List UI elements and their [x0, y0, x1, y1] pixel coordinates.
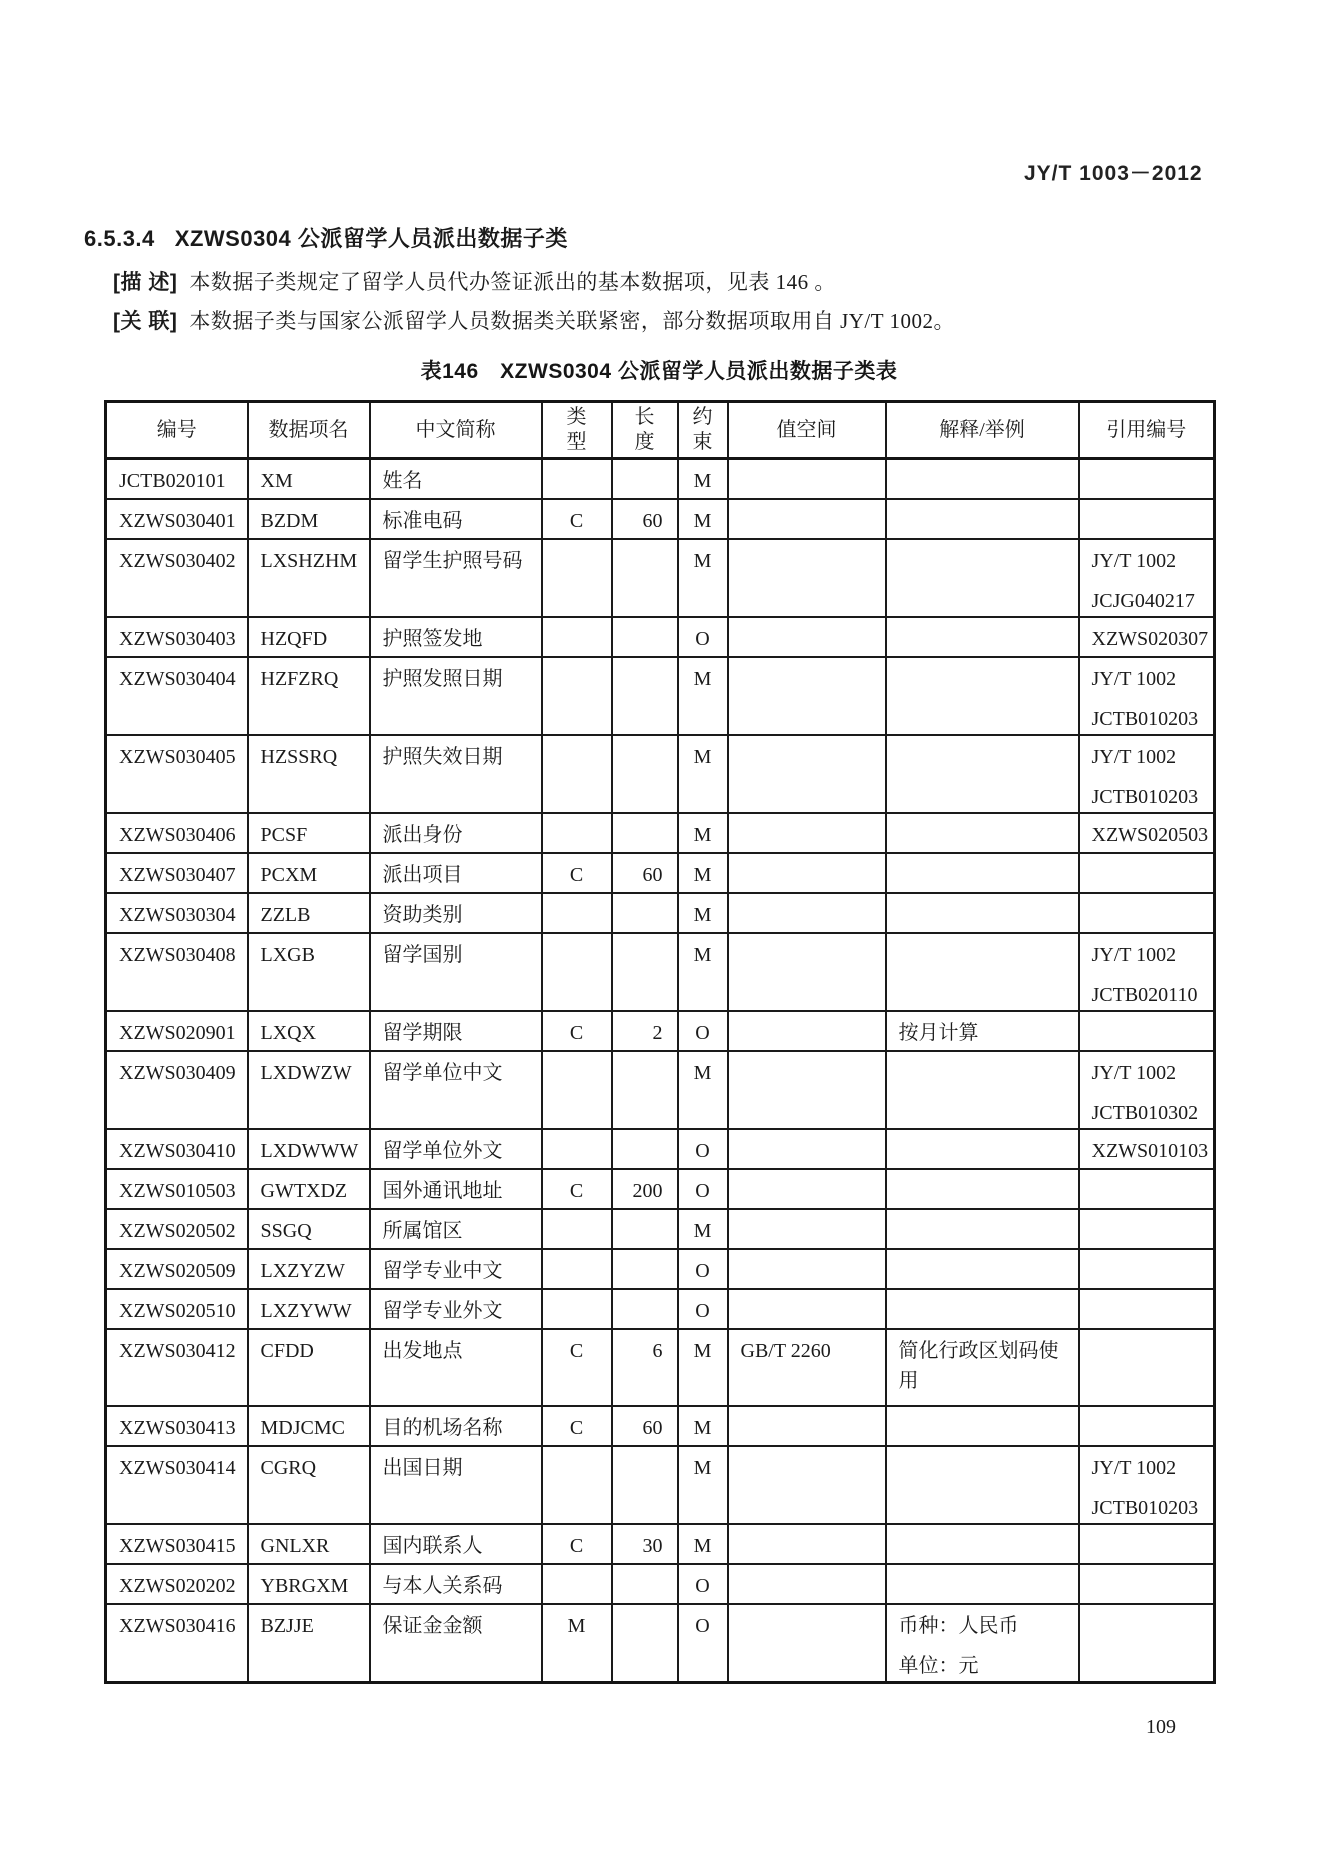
cell-length: 60: [612, 853, 678, 893]
cell-value_space: [728, 1604, 886, 1683]
cell-reference: [1079, 1604, 1215, 1683]
cell-item_name: YBRGXM: [248, 1564, 370, 1604]
cell-cn_name: 目的机场名称: [370, 1406, 542, 1446]
cell-reference: [1079, 1289, 1215, 1329]
table-row: [106, 1604, 1215, 1683]
cell-line: JY/T 1002: [1091, 667, 1177, 690]
cell-value_space: GB/T 2260: [728, 1329, 886, 1406]
header-cell: [886, 402, 1079, 459]
cell-value_space: [728, 735, 886, 813]
cell-code: XZWS030407: [106, 853, 248, 893]
cell-type: C: [542, 1524, 612, 1564]
cell-cn_name: 国外通讯地址: [370, 1169, 542, 1209]
cell-constraint: O: [678, 1604, 728, 1683]
description-text: 本数据子类规定了留学人员代办签证派出的基本数据项，见表 146 。: [189, 270, 836, 294]
cell-constraint: O: [678, 1564, 728, 1604]
cell-value_space: [728, 1011, 886, 1051]
cell-reference: [1079, 1051, 1215, 1129]
cell-line: JCTB020110: [1091, 983, 1198, 1006]
cell-constraint: M: [678, 657, 728, 735]
table-row: [106, 539, 1215, 617]
header-cell: [248, 402, 370, 459]
cell-line: 单位：元: [898, 1654, 979, 1677]
cell-line: JCTB010203: [1091, 1496, 1199, 1519]
cell-line: JY/T 1002: [1091, 745, 1177, 768]
cell-code: XZWS020202: [106, 1564, 248, 1604]
cell-cn_name: 留学专业外文: [370, 1289, 542, 1329]
cell-type: M: [542, 1604, 612, 1683]
cell-reference: [1079, 1524, 1215, 1564]
cell-value_space: [728, 1169, 886, 1209]
cell-explanation: [886, 813, 1079, 853]
cell-type: [542, 1129, 612, 1169]
table-row: [106, 1289, 1215, 1329]
header-cell-line: 编号: [156, 418, 197, 441]
cell-value_space: [728, 1564, 886, 1604]
cell-length: [612, 1446, 678, 1524]
header-cell: [106, 402, 248, 459]
cell-cn_name: 留学单位外文: [370, 1129, 542, 1169]
cell-constraint: M: [678, 853, 728, 893]
cell-explanation: [886, 1169, 1079, 1209]
cell-item_name: LXDWZW: [248, 1051, 370, 1129]
header-cell-line: 数据项名: [268, 418, 349, 441]
cell-value_space: [728, 853, 886, 893]
cell-reference: [1079, 1169, 1215, 1209]
cell-length: 30: [612, 1524, 678, 1564]
header-cell: [1079, 402, 1215, 459]
cell-code: XZWS030402: [106, 539, 248, 617]
header-cell-line: 度: [634, 431, 655, 453]
cell-explanation: [886, 617, 1079, 657]
cell-code: XZWS030406: [106, 813, 248, 853]
cell-reference: [1079, 1329, 1215, 1406]
cell-explanation: [886, 893, 1079, 933]
cell-type: [542, 539, 612, 617]
cell-line: JY/T 1002: [1091, 943, 1177, 966]
cell-type: [542, 1051, 612, 1129]
cell-item_name: LXSHZHM: [248, 539, 370, 617]
cell-item_name: GNLXR: [248, 1524, 370, 1564]
cell-reference: [1079, 813, 1215, 853]
cell-line: JCTB010203: [1091, 707, 1199, 730]
relation-paragraph: [113, 305, 1263, 335]
cell-type: [542, 1249, 612, 1289]
cell-reference: [1079, 617, 1215, 657]
cell-cn_name: 护照发照日期: [370, 657, 542, 735]
cell-cn_name: 国内联系人: [370, 1524, 542, 1564]
cell-code: XZWS030304: [106, 893, 248, 933]
cell-cn_name: 与本人关系码: [370, 1564, 542, 1604]
cell-cn_name: 保证金金额: [370, 1604, 542, 1683]
relation-text: 本数据子类与国家公派留学人员数据类关联紧密，部分数据项取用自 JY/T 1002。: [189, 309, 955, 333]
cell-value_space: [728, 1249, 886, 1289]
cell-explanation: [886, 1564, 1079, 1604]
header-cell-line: 类: [566, 406, 587, 428]
cell-constraint: M: [678, 735, 728, 813]
cell-cn_name: 派出项目: [370, 853, 542, 893]
header-cell-line: 型: [566, 431, 587, 453]
cell-explanation: [886, 1329, 1079, 1406]
cell-explanation: [886, 1406, 1079, 1446]
cell-length: [612, 1051, 678, 1129]
cell-item_name: XM: [248, 459, 370, 499]
cell-length: 2: [612, 1011, 678, 1051]
table-row: [106, 1209, 1215, 1249]
cell-length: 200: [612, 1169, 678, 1209]
cell-value_space: [728, 893, 886, 933]
cell-code: XZWS030414: [106, 1446, 248, 1524]
data-table: [104, 400, 1216, 1684]
cell-length: [612, 539, 678, 617]
description-paragraph: [113, 266, 1263, 296]
cell-type: C: [542, 1406, 612, 1446]
cell-explanation: [886, 1051, 1079, 1129]
cell-constraint: M: [678, 893, 728, 933]
table-row: [106, 1249, 1215, 1289]
cell-length: [612, 1249, 678, 1289]
cell-line: 简化行政区划码使用: [898, 1339, 1059, 1392]
relation-label: [关 联]: [113, 310, 178, 333]
cell-item_name: SSGQ: [248, 1209, 370, 1249]
cell-value_space: [728, 1406, 886, 1446]
cell-reference: [1079, 893, 1215, 933]
cell-reference: [1079, 1011, 1215, 1051]
cell-constraint: M: [678, 539, 728, 617]
cell-type: C: [542, 1011, 612, 1051]
cell-explanation: [886, 1249, 1079, 1289]
cell-cn_name: 所属馆区: [370, 1209, 542, 1249]
cell-value_space: [728, 933, 886, 1011]
cell-length: [612, 1604, 678, 1683]
cell-constraint: M: [678, 459, 728, 499]
header-cell-line: 值空间: [776, 418, 837, 441]
cell-value_space: [728, 1289, 886, 1329]
cell-constraint: O: [678, 617, 728, 657]
table-row: [106, 735, 1215, 813]
cell-constraint: M: [678, 933, 728, 1011]
cell-constraint: M: [678, 1446, 728, 1524]
cell-reference: [1079, 539, 1215, 617]
cell-item_name: LXQX: [248, 1011, 370, 1051]
cell-code: XZWS020502: [106, 1209, 248, 1249]
cell-explanation: [886, 1011, 1079, 1051]
cell-code: XZWS030408: [106, 933, 248, 1011]
cell-reference: [1079, 933, 1215, 1011]
cell-type: [542, 1209, 612, 1249]
cell-reference: [1079, 1564, 1215, 1604]
header-cell-line: 约: [692, 406, 713, 428]
cell-value_space: [728, 1051, 886, 1129]
table-row: [106, 617, 1215, 657]
cell-cn_name: 出发地点: [370, 1329, 542, 1406]
header-cell: [542, 402, 612, 459]
cell-code: XZWS010503: [106, 1169, 248, 1209]
cell-length: [612, 813, 678, 853]
table-row: [106, 1011, 1215, 1051]
cell-reference: [1079, 1249, 1215, 1289]
table-row: [106, 1329, 1215, 1406]
cell-line: 按月计算: [898, 1021, 979, 1044]
header-cell-line: 中文简称: [415, 418, 496, 441]
cell-type: [542, 933, 612, 1011]
cell-cn_name: 留学国别: [370, 933, 542, 1011]
cell-reference: [1079, 1129, 1215, 1169]
cell-type: [542, 617, 612, 657]
cell-value_space: [728, 813, 886, 853]
standard-code: JY/T 1003－2012: [1024, 162, 1203, 185]
table-row: [106, 1446, 1215, 1524]
description-label: [描 述]: [113, 271, 178, 294]
cell-line: 币种：人民币: [898, 1614, 1019, 1637]
cell-item_name: HZFZRQ: [248, 657, 370, 735]
table-row: [106, 1564, 1215, 1604]
cell-item_name: CGRQ: [248, 1446, 370, 1524]
cell-item_name: PCXM: [248, 853, 370, 893]
cell-cn_name: 护照失效日期: [370, 735, 542, 813]
cell-explanation: [886, 735, 1079, 813]
cell-value_space: [728, 1446, 886, 1524]
cell-length: [612, 459, 678, 499]
cell-length: 6: [612, 1329, 678, 1406]
cell-type: [542, 1289, 612, 1329]
table-row: [106, 813, 1215, 853]
cell-explanation: [886, 853, 1079, 893]
cell-reference: [1079, 1406, 1215, 1446]
cell-explanation: [886, 499, 1079, 539]
cell-item_name: LXZYZW: [248, 1249, 370, 1289]
cell-line: XZWS020503: [1091, 823, 1209, 846]
cell-type: [542, 1446, 612, 1524]
cell-reference: [1079, 1209, 1215, 1249]
cell-reference: [1079, 1446, 1215, 1524]
page-number: 109: [1146, 1716, 1176, 1738]
cell-line: XZWS010103: [1091, 1139, 1209, 1162]
cell-code: XZWS030403: [106, 617, 248, 657]
cell-code: XZWS030409: [106, 1051, 248, 1129]
cell-explanation: [886, 1446, 1079, 1524]
cell-line: JCJG040217: [1091, 589, 1195, 612]
cell-cn_name: 护照签发地: [370, 617, 542, 657]
cell-cn_name: 留学单位中文: [370, 1051, 542, 1129]
header-cell: [370, 402, 542, 459]
cell-item_name: BZJJE: [248, 1604, 370, 1683]
cell-reference: [1079, 853, 1215, 893]
table-row: [106, 1524, 1215, 1564]
cell-length: 60: [612, 499, 678, 539]
cell-item_name: BZDM: [248, 499, 370, 539]
cell-code: XZWS030404: [106, 657, 248, 735]
cell-item_name: LXDWWW: [248, 1129, 370, 1169]
table-row: [106, 933, 1215, 1011]
cell-line: JY/T 1002: [1091, 1456, 1177, 1479]
table-row: [106, 1169, 1215, 1209]
cell-cn_name: 姓名: [370, 459, 542, 499]
cell-constraint: O: [678, 1011, 728, 1051]
cell-cn_name: 出国日期: [370, 1446, 542, 1524]
table-row: [106, 499, 1215, 539]
cell-explanation: [886, 1209, 1079, 1249]
cell-line: JCTB010302: [1091, 1101, 1199, 1124]
table-caption: 表146 XZWS0304 公派留学人员派出数据子类表: [420, 360, 898, 383]
cell-constraint: M: [678, 1051, 728, 1129]
cell-type: [542, 893, 612, 933]
header-cell-line: 束: [692, 431, 713, 453]
cell-length: [612, 1564, 678, 1604]
cell-value_space: [728, 1524, 886, 1564]
cell-code: XZWS030410: [106, 1129, 248, 1169]
cell-type: [542, 1564, 612, 1604]
cell-length: [612, 933, 678, 1011]
table-header-row: [106, 402, 1215, 459]
cell-item_name: HZSSRQ: [248, 735, 370, 813]
table-row: [106, 893, 1215, 933]
cell-line: JCTB010203: [1091, 785, 1199, 808]
cell-explanation: [886, 1604, 1079, 1683]
cell-length: [612, 657, 678, 735]
cell-reference: [1079, 657, 1215, 735]
cell-type: [542, 459, 612, 499]
header-cell-line: 引用编号: [1106, 418, 1187, 441]
cell-constraint: M: [678, 1329, 728, 1406]
section-title: XZWS0304 公派留学人员派出数据子类: [174, 226, 568, 251]
cell-length: [612, 735, 678, 813]
cell-constraint: M: [678, 499, 728, 539]
cell-type: [542, 813, 612, 853]
section-number: 6.5.3.4: [84, 226, 155, 251]
cell-code: XZWS030415: [106, 1524, 248, 1564]
cell-constraint: M: [678, 813, 728, 853]
cell-value_space: [728, 539, 886, 617]
cell-length: [612, 617, 678, 657]
cell-constraint: O: [678, 1129, 728, 1169]
cell-value_space: [728, 657, 886, 735]
cell-value_space: [728, 617, 886, 657]
cell-code: XZWS030413: [106, 1406, 248, 1446]
cell-length: [612, 893, 678, 933]
cell-item_name: GWTXDZ: [248, 1169, 370, 1209]
cell-reference: [1079, 499, 1215, 539]
cell-length: 60: [612, 1406, 678, 1446]
cell-explanation: [886, 1524, 1079, 1564]
cell-code: XZWS030416: [106, 1604, 248, 1683]
cell-item_name: PCSF: [248, 813, 370, 853]
cell-length: [612, 1289, 678, 1329]
cell-item_name: CFDD: [248, 1329, 370, 1406]
cell-item_name: MDJCMC: [248, 1406, 370, 1446]
table-row: [106, 853, 1215, 893]
cell-code: XZWS020510: [106, 1289, 248, 1329]
cell-item_name: LXZYWW: [248, 1289, 370, 1329]
cell-value_space: [728, 499, 886, 539]
cell-explanation: [886, 657, 1079, 735]
cell-type: [542, 735, 612, 813]
cell-value_space: [728, 459, 886, 499]
cell-explanation: [886, 933, 1079, 1011]
cell-cn_name: 留学专业中文: [370, 1249, 542, 1289]
table-row: [106, 459, 1215, 499]
cell-constraint: O: [678, 1169, 728, 1209]
cell-item_name: ZZLB: [248, 893, 370, 933]
cell-cn_name: 留学生护照号码: [370, 539, 542, 617]
table-row: [106, 1406, 1215, 1446]
cell-line: JY/T 1002: [1091, 549, 1177, 572]
cell-reference: [1079, 735, 1215, 813]
cell-cn_name: 标准电码: [370, 499, 542, 539]
cell-code: JCTB020101: [106, 459, 248, 499]
cell-code: XZWS030405: [106, 735, 248, 813]
cell-explanation: [886, 459, 1079, 499]
header-cell: [678, 402, 728, 459]
cell-item_name: LXGB: [248, 933, 370, 1011]
cell-constraint: M: [678, 1406, 728, 1446]
cell-code: XZWS030412: [106, 1329, 248, 1406]
header-cell-line: 解释/举例: [939, 418, 1025, 441]
cell-line: JY/T 1002: [1091, 1061, 1177, 1084]
header-cell-line: 长: [634, 406, 655, 428]
cell-value_space: [728, 1129, 886, 1169]
cell-code: XZWS020901: [106, 1011, 248, 1051]
cell-item_name: HZQFD: [248, 617, 370, 657]
header-cell: [728, 402, 886, 459]
cell-type: C: [542, 853, 612, 893]
header-cell: [612, 402, 678, 459]
cell-line: XZWS020307: [1091, 627, 1209, 650]
cell-type: [542, 657, 612, 735]
cell-reference: [1079, 459, 1215, 499]
cell-length: [612, 1129, 678, 1169]
cell-value_space: [728, 1209, 886, 1249]
cell-explanation: [886, 1289, 1079, 1329]
table-row: [106, 657, 1215, 735]
cell-length: [612, 1209, 678, 1249]
cell-type: C: [542, 1169, 612, 1209]
data-table-wrapper: [104, 400, 1216, 1684]
table-row: [106, 1129, 1215, 1169]
cell-constraint: M: [678, 1209, 728, 1249]
table-row: [106, 1051, 1215, 1129]
cell-type: C: [542, 1329, 612, 1406]
cell-explanation: [886, 539, 1079, 617]
cell-constraint: M: [678, 1524, 728, 1564]
cell-explanation: [886, 1129, 1079, 1169]
cell-constraint: O: [678, 1289, 728, 1329]
cell-constraint: O: [678, 1249, 728, 1289]
cell-cn_name: 资助类别: [370, 893, 542, 933]
section-heading: [84, 222, 568, 253]
cell-code: XZWS030401: [106, 499, 248, 539]
cell-type: C: [542, 499, 612, 539]
cell-cn_name: 派出身份: [370, 813, 542, 853]
cell-code: XZWS020509: [106, 1249, 248, 1289]
cell-cn_name: 留学期限: [370, 1011, 542, 1051]
